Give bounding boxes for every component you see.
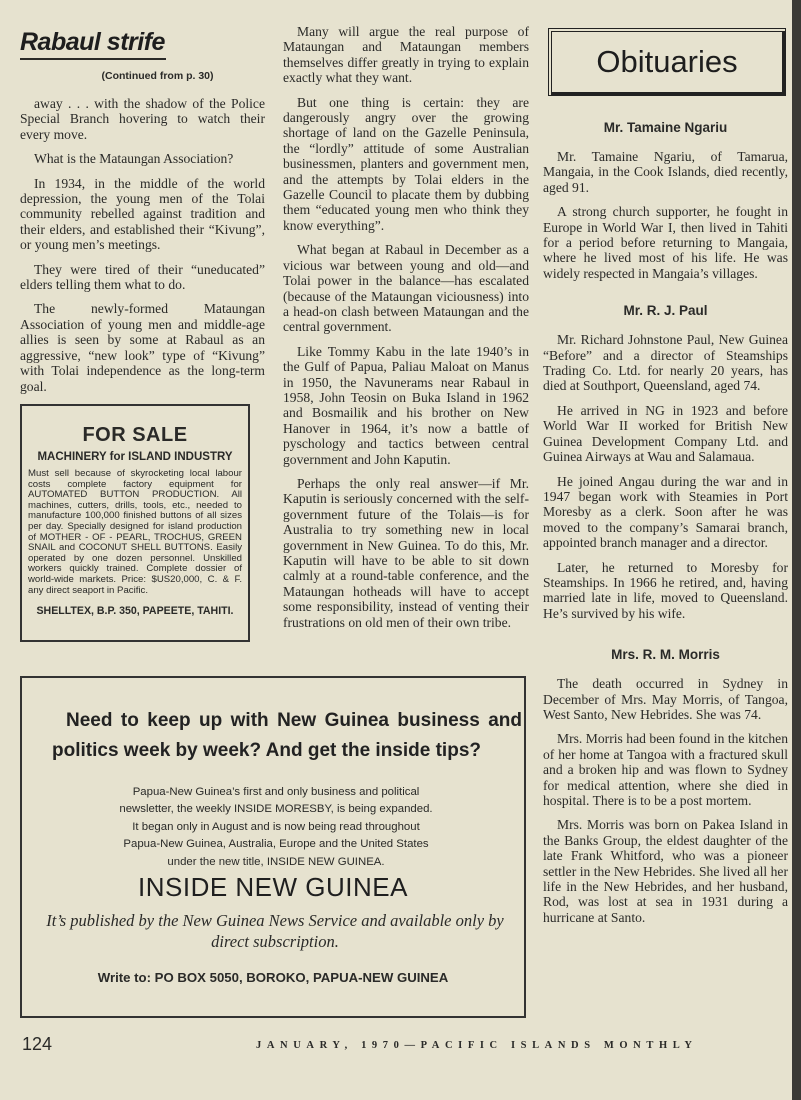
paragraph: away . . . with the shadow of the Police Special Branch hovering to watch their every move. [20,96,265,142]
obituary-paragraph: Later, he returned to Moresby for Steamships. In 1966 he retired, and, having married late in life, moved to Queensland. He’s survived by his wife. [543,559,788,621]
inside-new-guinea-ad [20,676,526,1018]
paragraph: Perhaps the only real answer—if Mr. Kaputin is seriously concerned with the self-government future of the Tolais—is for Australia to try something new in local government in New Guinea. To do this, Mr. Kaputin will have to be able to sit down calmly at a round-table conference, and the Mataungan hotheads will have to accept some responsibility, instead of venting their frustrations on old men of their own tribe. [283,475,529,630]
obituary-paragraph: A strong church supporter, he fought in Europe in World War I, then lived in Tahiti for a period before returning to Mangaia, where he lived most of his life. He was widely respected in Mangaia’s villages. [543,204,788,281]
paragraph: Like Tommy Kabu in the late 1940’s in the Gulf of Papua, Paliau Maloat on Manus in 1950, the Navunerams near Rabaul in 1958, John Teosin on Buka Island in 1962 and Bosmailik and his brother on New Hanover in 1964, it’s now a battle of pyschology and tactics between central government and John Kaputin. [283,343,529,467]
article-text-col1 [20,96,265,394]
article-headline: Rabaul strife [20,28,165,56]
obituary-name: Mr. Tamaine Ngariu [603,120,728,135]
obituary-paragraph: He joined Angau during the war and in 1947 began work with Steamies in Port Moresby as a clerk. Soon after he was moved to the company’s Samarai branch, appointed branch manager and a director. [543,473,788,551]
paragraph: They were tired of their “uneducated” elders telling them what to do. [20,261,265,293]
page-number: 124 [22,1034,53,1054]
article-column-2 [283,24,529,639]
obituaries-title-box [548,28,786,96]
headline-rule [20,58,166,60]
footer-masthead: JANUARY, 1970—PACIFIC ISLANDS MONTHLY [256,1040,698,1051]
ad-body: Papua-New Guinea’s first and only business and political newsletter, the weekly INSIDE MORESBY, is being expanded. It began only in August and is now being read throughout Papua-New Guinea, Australia, Europe and the United States under the new title, INSIDE NEW GUINEA. [119,786,433,868]
for-sale-contact: SHELLTEX, B.P. 350, PAPEETE, TAHITI. [36,605,234,618]
obituary-paragraph: The death occurred in Sydney in December of Mrs. May Morris, of Tangoa, West Santo, New Hebrides. She was 74. [543,676,788,722]
paragraph: But one thing is certain: they are dangerously angry over the growing shortage of land on the Gazelle Peninsula, the “lordly” attitude of some Australian businessmen, planters and government men, and the attempts by Tolai elders in the Gazelle Council to placate them by dubbing them “educated young men who think they know everything”. [283,94,529,233]
paragraph: In 1934, in the middle of the world depression, the young men of the Tolai community rebelled against tradition and their elders, and established their “Kivung”, or young men’s meetings. [20,175,265,253]
paragraph: Many will argue the real purpose of Mataungan and Mataungan members themselves differ greatly in trying to explain exactly what they want. [283,24,529,86]
paragraph: The newly-formed Mataungan Association of young men and middle-age allies is seen by some at Rabaul as an aggressive, “new look” type of “Kivung” with Tolai independence as the long-term goal. [20,301,265,394]
for-sale-title: FOR SALE [82,424,188,446]
obituary-paragraph: He arrived in NG in 1923 and before World War II worked for British New Guinea Development Company Ltd. and Guinea Airways at Wau and Salamaua. [543,402,788,465]
ad-address: Write to: PO BOX 5050, BOROKO, PAPUA-NEW GUINEA [97,970,449,985]
for-sale-subtitle: MACHINERY for ISLAND INDUSTRY [37,451,233,463]
page-edge [792,0,801,1100]
obituary-name: Mrs. R. M. Morris [611,647,720,663]
obituary-paragraph: Mrs. Morris had been found in the kitchen of her home at Tangoa with a fractured skull and a broken hip and was flown to Sydney for medical attention, where she died in hospital. There is to be a post mortem. [543,731,788,808]
continued-note: (Continued from p. 30) [101,70,214,82]
ad-headline: Need to keep up with New Guinea business and politics week by week? And get the inside tips? [52,710,522,761]
obituary-paragraph: Mrs. Morris was born on Pakea Island in the Banks Group, the eldest daughter of the late Frank Whitford, who was a pioneer settler in the New Hebrides. She lived all her life in the New Hebrides, and her husband, Rod, was lost at sea in 1931 during a hurricane at Santo. [543,817,788,925]
obituaries-title: Obituaries [596,44,738,79]
obituary-name: Mr. R. J. Paul [623,303,708,319]
article-column-1 [20,28,265,403]
paragraph: What began at Rabaul in December as a vicious war between young and old—and Tolai power in the balance—has escalated (because of the Mataungan viciousness) into a head-on clash between Mataungan and the central government. [283,242,529,335]
for-sale-ad [20,404,250,642]
obituary-list [543,120,788,925]
paragraph: What is the Mataungan Association? [34,151,234,167]
obituary-paragraph: Mr. Richard Johnstone Paul, New Guinea “Before” and a director of Steamships Trading Co. Ltd. for nearly 20 years, has died at Southport, Queensland, aged 74. [543,332,788,394]
ad-title: INSIDE NEW GUINEA [138,872,408,902]
article-text-col2 [283,24,529,630]
obituary-paragraph: Mr. Tamaine Ngariu, of Tamarua, Mangaia, in the Cook Islands, died recently, aged 91. [543,149,788,195]
obituaries-column [543,28,788,934]
ad-tagline: It’s published by the New Guinea News Service and available only by direct subscription. [46,911,504,951]
for-sale-body: Must sell because of skyrocketing local labour costs complete factory equipment for AUTOMATED BUTTON PRODUCTION. All machines, cutters, drills, tools, etc., needed to manufacture 100,000 finished buttons of all sizes per day. Specially designed for island production of MOTHER - OF - PEARL, TROCHUS, GREEN SNAIL and COCONUT SHELL BUTTONS. Easily operated by one dozen personnel. Unskilled workers quickly trained. Complete dossier of world-wide markets. Price: $US20,000, C. & F. any direct seaport in Pacific. [28,468,242,596]
